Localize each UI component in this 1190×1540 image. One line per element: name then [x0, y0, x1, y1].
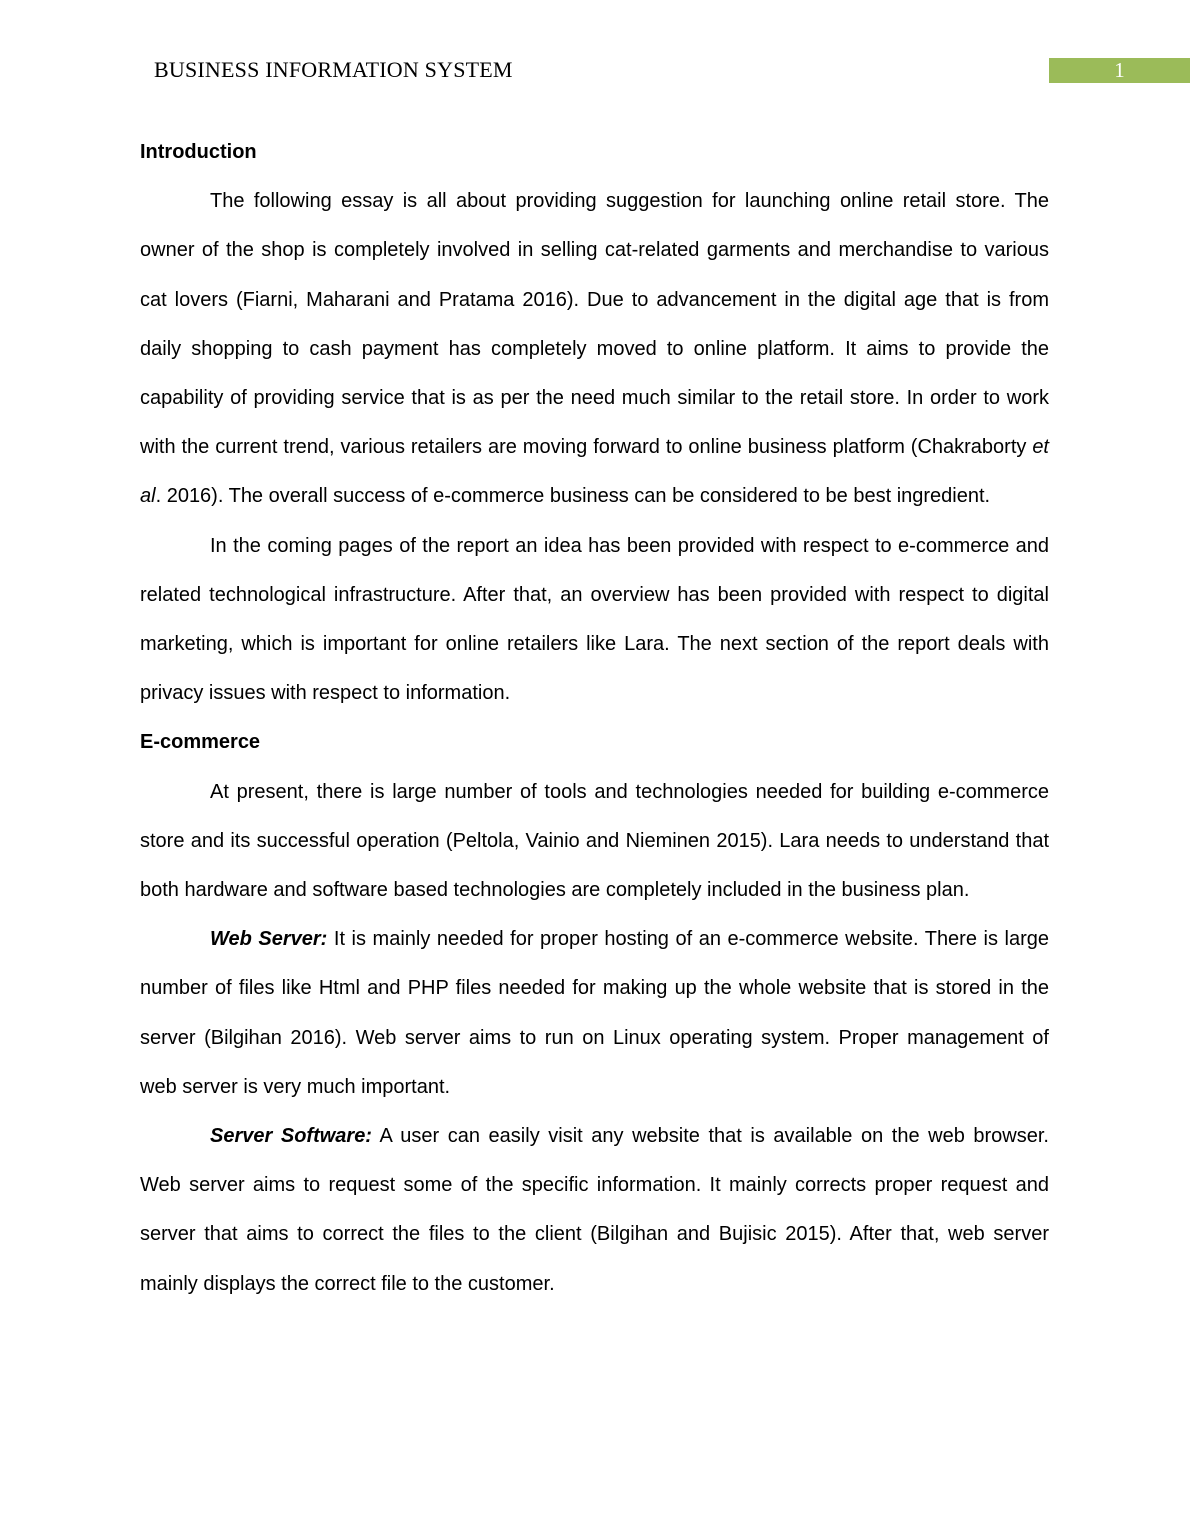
- ecommerce-heading: E-commerce: [140, 731, 261, 754]
- ecommerce-paragraph-1: At present, there is large number of tools and technologies needed for building e-commerce store and its successful operation (Peltola, Vainio and Nieminen 2015). Lara needs to understand that both hardware and software based technologies are completely included in the business plan.: [140, 780, 1049, 902]
- introduction-paragraph-1: [140, 177, 1049, 521]
- web-server-paragraph: [140, 915, 1049, 1112]
- page-number-badge: 1: [1049, 58, 1190, 83]
- server-software-label: Server Software:: [210, 1125, 372, 1148]
- introduction-paragraph-2: In the coming pages of the report an idea has been provided with respect to e-commerce and related technological infrastructure. After that, an overview has been provided with respect to digital marketing, which is important for online retailers like Lara. The next section of the report deals with privacy issues with respect to information.: [140, 534, 1049, 705]
- introduction-heading: Introduction: [140, 141, 257, 163]
- intro-text-part-1: The following essay is all about providing suggestion for launching online retail store. The owner of the shop is completely involved in selling cat-related garments and merchandise to various cat lovers (Fiarni, Maharani and Pratama 2016). Due to advancement in the digital age that is from daily shopping to cash payment has completely moved to online platform. It aims to provide the capability of providing service that is as per the need much similar to the retail store. In order to work with the current trend, various retailers are moving forward to online business platform (Chakraborty: [140, 190, 1049, 459]
- intro-citation-et-al: et al: [140, 436, 1049, 508]
- intro-text-part-2: . 2016). The overall success of e-commerce business can be considered to be best ingredient.: [155, 485, 991, 508]
- document-body: [140, 128, 1049, 1309]
- server-software-text: A user can easily visit any website that is available on the web browser. Web server aims to request some of the specific information. It mainly corrects proper request and server that aims to correct the files to the client (Bilgihan and Bujisic 2015). After that, web server mainly displays the correct file to the customer.: [140, 1125, 1049, 1295]
- web-server-label: Web Server:: [210, 928, 328, 951]
- server-software-paragraph: [140, 1112, 1049, 1309]
- running-header-title: BUSINESS INFORMATION SYSTEM: [154, 57, 513, 82]
- web-server-text: It is mainly needed for proper hosting of an e-commerce website. There is large number of files like Html and PHP files needed for making up the whole website that is stored in the server (Bilgihan 2016). Web server aims to run on Linux operating system. Proper management of web server is very much important.: [140, 928, 1049, 1098]
